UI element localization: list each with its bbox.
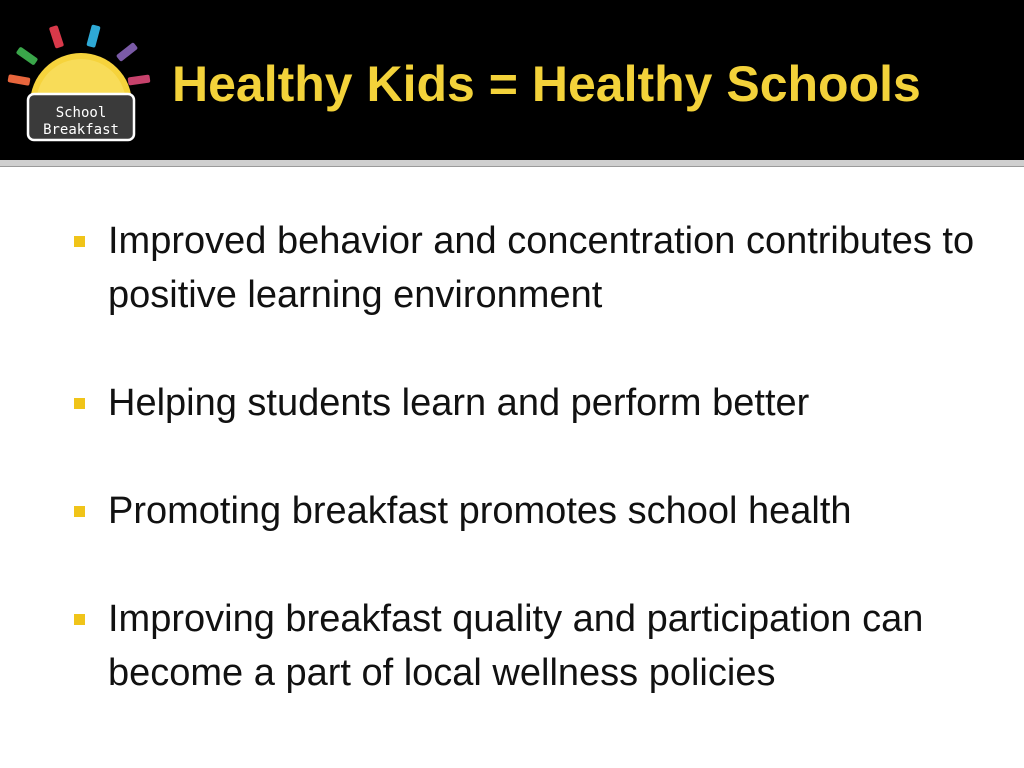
bullet-text: Improving breakfast quality and participation can become a part of local wellness policies — [108, 598, 924, 694]
bullet-item — [72, 484, 992, 538]
title-divider-line — [0, 166, 1024, 167]
title-bar — [0, 0, 1024, 160]
logo-line-2: Breakfast — [43, 122, 119, 138]
bullet-item — [72, 214, 992, 322]
ray-red — [49, 25, 64, 49]
bullet-text: Helping students learn and perform better — [108, 382, 810, 424]
bullet-text: Promoting breakfast promotes school health — [108, 490, 852, 532]
ray-blue — [86, 24, 100, 48]
logo-line-1: School — [55, 105, 107, 121]
ray-green — [16, 46, 39, 65]
logo-text — [33, 98, 129, 146]
slide-title: Healthy Kids = Healthy Schools — [172, 56, 921, 112]
bullet-list — [72, 214, 992, 754]
bullet-text: Improved behavior and concentration contributes to positive learning environment — [108, 220, 975, 316]
school-breakfast-logo — [6, 18, 156, 144]
bullet-item — [72, 592, 992, 700]
square-bullet-icon — [74, 614, 85, 625]
ray-pink — [128, 75, 151, 86]
ray-purple — [116, 42, 138, 62]
square-bullet-icon — [74, 398, 85, 409]
bullet-item — [72, 376, 992, 430]
square-bullet-icon — [74, 506, 85, 517]
square-bullet-icon — [74, 236, 85, 247]
ray-orange — [7, 74, 30, 86]
